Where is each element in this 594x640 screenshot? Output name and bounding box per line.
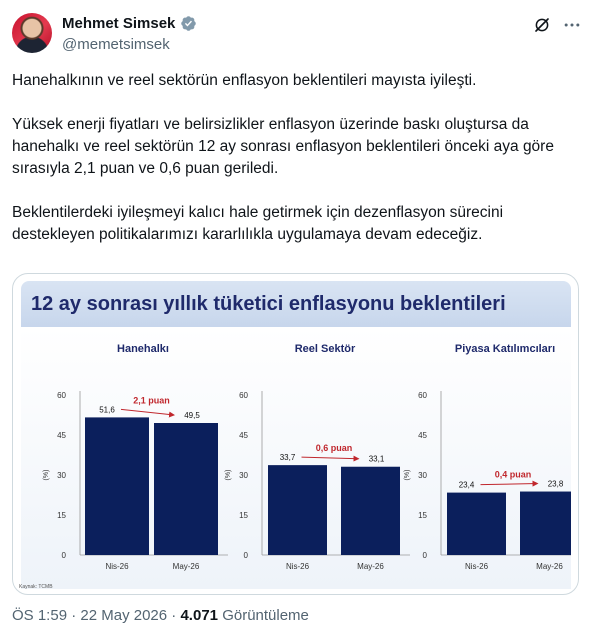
y-tick-label: 45 — [239, 431, 248, 440]
charts-svg — [21, 327, 571, 589]
x-tick-label: May-26 — [172, 562, 200, 571]
separator: · — [171, 607, 177, 624]
author-handle[interactable]: @memetsimsek — [62, 36, 170, 53]
y-tick-label: 15 — [418, 511, 427, 520]
y-tick-label: 60 — [418, 391, 427, 400]
figure-banner — [21, 281, 571, 327]
views-count: 4.071 — [180, 607, 219, 624]
tweet-text — [12, 70, 582, 268]
data-label: 23,8 — [547, 479, 564, 489]
bar — [341, 467, 400, 555]
author-name[interactable]: Mehmet Simsek — [62, 15, 176, 32]
bar — [154, 423, 218, 555]
data-label: 49,5 — [184, 411, 200, 420]
tweet-header — [0, 0, 594, 64]
y-tick-label: 30 — [239, 471, 248, 480]
x-tick-label: Nis-26 — [464, 562, 489, 571]
y-tick-label: 0 — [422, 551, 427, 560]
tweet-time[interactable]: ÖS 1:59 — [12, 607, 68, 624]
verified-badge-icon — [180, 15, 197, 32]
grok-icon[interactable] — [533, 16, 551, 34]
data-label: 51,6 — [99, 405, 115, 415]
change-label: 0,4 puan — [494, 469, 532, 480]
y-axis-label: (%) — [404, 469, 411, 481]
figure-source: Kaynak: TCMB — [19, 584, 53, 590]
chart-area — [21, 327, 571, 589]
data-label: 33,1 — [368, 454, 385, 464]
change-label: 2,1 puan — [133, 395, 170, 406]
change-label: 0,6 puan — [315, 443, 353, 454]
tweet-footer — [12, 607, 309, 624]
y-tick-label: 45 — [418, 431, 427, 440]
more-options-icon[interactable] — [562, 15, 582, 35]
x-tick-label: May-26 — [357, 562, 384, 571]
change-arrow — [481, 484, 538, 485]
y-tick-label: 0 — [61, 551, 66, 560]
tweet-date[interactable]: 22 May 2026 — [80, 607, 168, 624]
y-tick-label: 30 — [57, 471, 66, 480]
figure-title: 12 ay sonrası yıllık tüketici enflasyonu beklentileri — [31, 293, 506, 315]
bar — [520, 492, 571, 555]
views-label: Görüntüleme — [222, 607, 309, 624]
data-label: 23,4 — [458, 480, 475, 490]
y-axis-label: (%) — [225, 469, 232, 481]
y-tick-label: 30 — [418, 471, 427, 480]
change-arrow — [121, 409, 174, 415]
chart-title: Piyasa Katılımcıları — [454, 343, 556, 355]
tweet-paragraph: Beklentilerdeki iyileşmeyi kalıcı hale getirmek için dezenflasyon sürecini destekleyen politikalarımızı kararlılıkla uygulamaya devam edeceğiz. — [12, 204, 504, 243]
tweet-paragraph: Yüksek enerji fiyatları ve belirsizlikler enflasyon üzerinde baskı oluştursa da hanehalkı ve reel sektörün 12 ay sonrası enflasyon beklentileri önceki aya göre sırasıyla 2,1 puan ve 0,6 puan geriledi. — [12, 116, 554, 177]
tweet-media-image[interactable] — [12, 273, 579, 595]
tweet-paragraph: Hanehalkının ve reel sektörün enflasyon beklentileri mayısta iyileşti. — [12, 72, 477, 89]
change-arrow — [302, 457, 359, 459]
avatar[interactable] — [12, 13, 52, 53]
y-tick-label: 15 — [239, 511, 248, 520]
y-tick-label: 60 — [57, 391, 66, 400]
chart-title: Reel Sektör — [294, 343, 356, 355]
y-tick-label: 15 — [57, 511, 66, 520]
data-label: 33,7 — [279, 453, 296, 463]
bar — [268, 465, 327, 555]
y-axis-label: (%) — [43, 469, 50, 481]
x-tick-label: Nis-26 — [105, 562, 129, 571]
chart-title: Hanehalkı — [117, 343, 169, 355]
y-tick-label: 45 — [57, 431, 66, 440]
separator: · — [71, 607, 77, 624]
x-tick-label: Nis-26 — [285, 562, 310, 571]
bar — [447, 493, 506, 555]
y-tick-label: 60 — [239, 391, 248, 400]
x-tick-label: May-26 — [536, 562, 563, 571]
bar — [85, 417, 149, 555]
y-tick-label: 0 — [243, 551, 248, 560]
